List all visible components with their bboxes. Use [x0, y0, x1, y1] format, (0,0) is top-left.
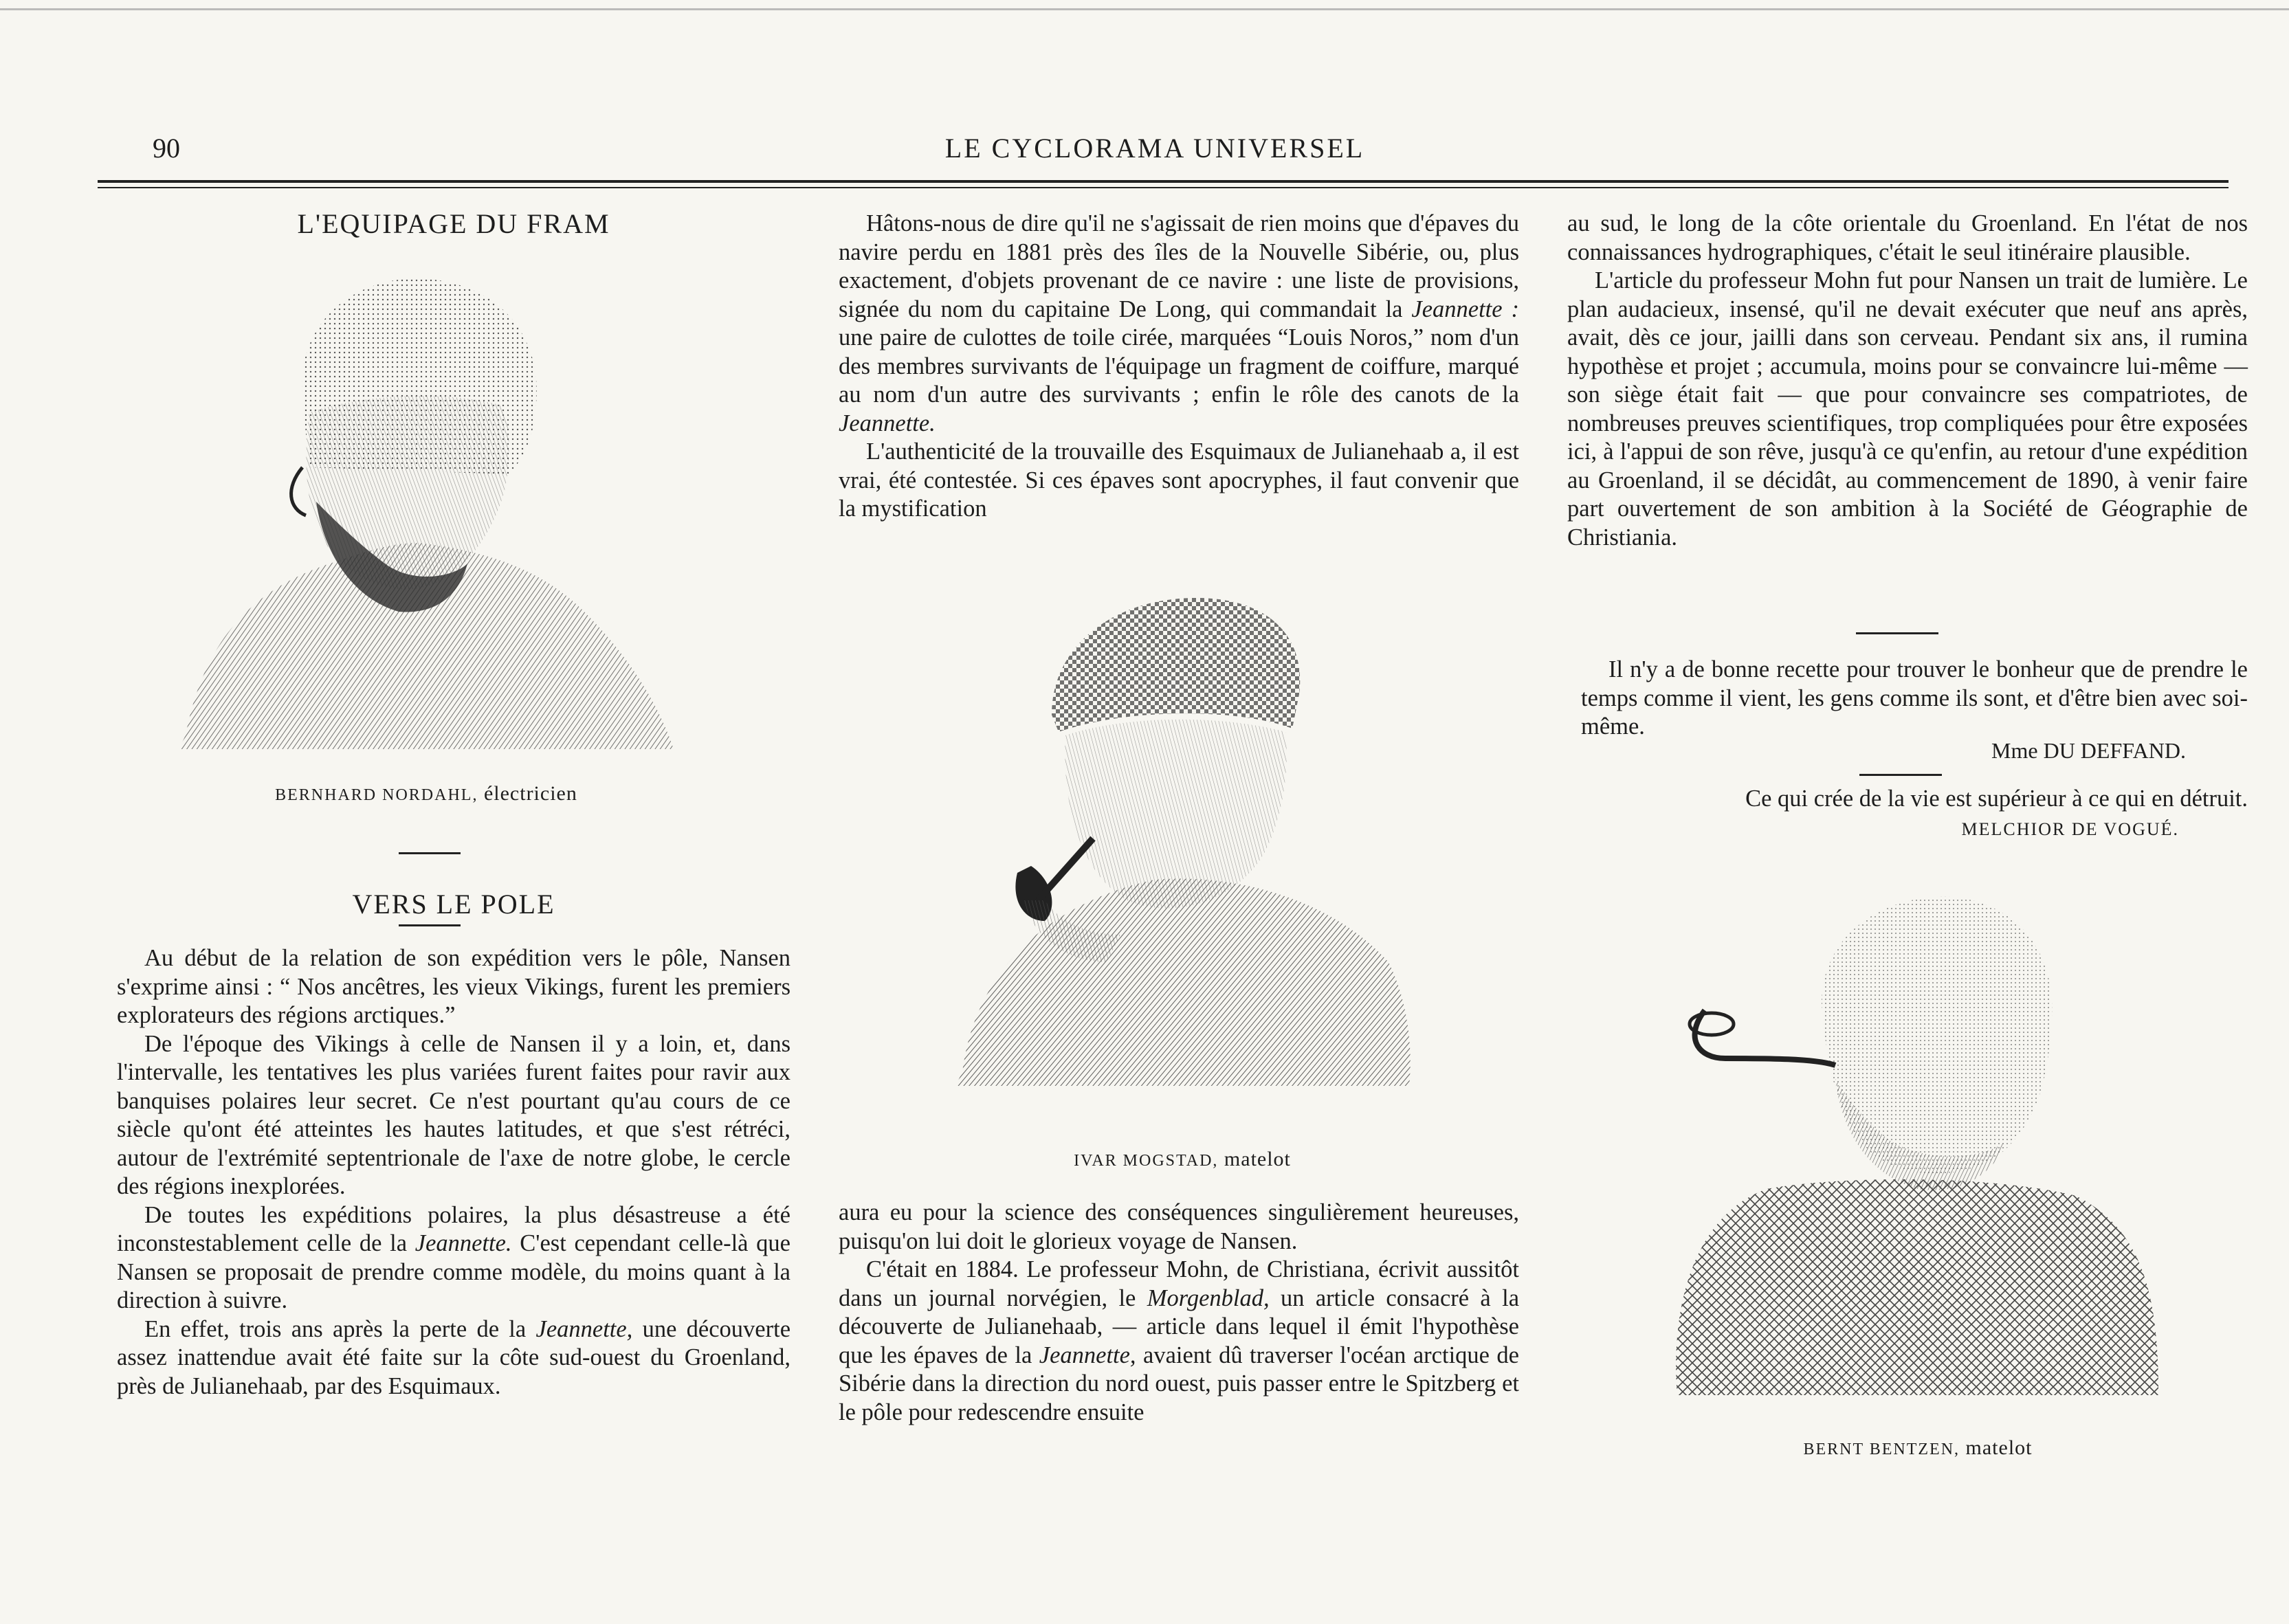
portrait-ivar-mogstad [949, 577, 1416, 1086]
paragraph: au sud, le long de la côte orientale du Groenland. En l'état de nos connaissances hydrographiques, c'était le seul itinéraire plausible. [1567, 210, 2248, 265]
portrait3-role: matelot [1965, 1436, 2033, 1459]
quote-author: Mme DU DEFFAND. [1991, 738, 2186, 763]
portrait-bernhard-nordahl [165, 241, 687, 763]
quote-du-deffand: Il n'y a de bonne recette pour trouver le bonheur que de prendre le temps comme il vient, les gens comme ils sont, et d'être bien avec soi-même. [1581, 656, 2248, 739]
portrait3-caption [1663, 1436, 2172, 1460]
column-1-text [117, 944, 790, 1401]
portrait-bernt-bentzen [1663, 887, 2172, 1409]
paragraph: En effet, trois ans après la perte de la Jeannette, une découverte assez inattendue avait été faite sur la côte sud-ouest du Groenland, près de Julianehaab, par des Esquimaux. [117, 1315, 791, 1399]
section-divider [399, 852, 461, 854]
paragraph: L'article du professeur Mohn fut pour Nansen un trait de lumière. Le plan audacieux, insensé, qu'il ne devait exécuter que neuf ans après, avait, dès ce jour, jailli dans son cerveau. Pendant six ans, il rumina hypothèse et projet ; accumula, moins pour se convaincre lui-même — son siège était fait — que pour convaincre ses compatriotes, de nombreuses preuves scientifiques, trop compliquées pour être exposées ici, à l'appui de son rêve, jusqu'à ce qu'enfin, au retour d'une expédition au Groenland, il se décidât, au commencement de 1890, à venir faire part ouvertement de son ambition à la Société de Géographie de Christiania. [1567, 267, 2248, 550]
paragraph: De toutes les expéditions polaires, la plus désastreuse a été inconstestablement celle de la Jeannette. C'est cependant celle-là que Nansen se proposait de prendre comme modèle, du moins quant à la direction à suivre. [117, 1201, 790, 1313]
paragraph: C'était en 1884. Le professeur Mohn, de Christiana, écrivit aussitôt dans un journal norvégien, le Morgenblad, un article consacré à la découverte de Julianehaab, — article dans lequel il émit l'hypothèse que les épaves de la Jeannette, avaient dû traverser l'océan arctique de Sibérie dans la direction du nord ouest, puis passer entre le Spitzberg et le pôle pour redescendre ensuite [839, 1256, 1520, 1425]
section-divider [1856, 632, 1938, 634]
paragraph: De l'époque des Vikings à celle de Nansen il y a loin, et, dans l'intervalle, les tentatives les plus variées furent faites pour ravir aux banquises polaires leur secret. Ce n'est pourtant qu'au cours de ce siècle qu'ont été atteintes les hautes latitudes, et que s'est rétréci, autour de l'extrémité septentrionale de l'axe de notre globe, le cercle des régions inexplorées. [117, 1030, 790, 1199]
portrait2-name: IVAR MOGSTAD, [1074, 1152, 1219, 1170]
header-rule [98, 180, 2229, 183]
section-divider [1859, 774, 1942, 776]
section-title-vers-le-pole: VERS LE POLE [352, 889, 555, 920]
column-3-text [1567, 210, 2248, 552]
paragraph: aura eu pour la science des conséquences singulièrement heureuses, puisqu'on lui doit le glorieux voyage de Nansen. [839, 1199, 1519, 1254]
page-top-edge [0, 8, 2289, 10]
portrait2-caption [949, 1148, 1416, 1171]
portrait1-role: électricien [483, 782, 577, 805]
portrait1-caption [137, 782, 715, 805]
engraved-portrait-illustration [1663, 887, 2172, 1409]
paragraph: Au début de la relation de son expédition vers le pôle, Nansen s'exprime ainsi : “ Nos ancêtres, les vieux Vikings, furent les premiers explorateurs des régions arctiques.” [117, 945, 790, 1028]
header-rule-thin [98, 187, 2229, 188]
quote-author: MELCHIOR DE VOGUÉ. [1961, 819, 2179, 839]
paragraph: L'authenticité de la trouvaille des Esquimaux de Julianehaab a, il est vrai, été contestée. Si ces épaves sont apocryphes, il faut convenir que la mystification [839, 438, 1519, 522]
portrait1-name: BERNHARD NORDAHL, [275, 786, 478, 804]
section-title-equipage: L'EQUIPAGE DU FRAM [297, 208, 610, 239]
engraved-portrait-illustration [949, 577, 1416, 1086]
engraved-portrait-illustration [165, 241, 687, 763]
running-title: LE CYCLORAMA UNIVERSEL [944, 133, 1365, 164]
quote-vogue: Ce qui crée de la vie est supérieur à ce qui en détruit. [1745, 786, 2248, 812]
portrait2-role: matelot [1224, 1148, 1291, 1170]
portrait3-name: BERNT BENTZEN, [1803, 1441, 1960, 1458]
paragraph: Hâtons-nous de dire qu'il ne s'agissait de rien moins que d'épaves du navire perdu en 1881 près des îles de la Nouvelle Sibérie, ou, plus exactement, d'objets provenant de ce navire : une liste de provisions, signée du nom du capitaine De Long, qui commandait la Jeannette : une paire de culottes de toile cirée, marquées “Louis Noros,” nom d'un des membres survivants de l'équipage un fragment de coiffure, marqué au nom d'un autre des survivants ; enfin le rôle des canots de la Jeannette. [839, 210, 1519, 436]
page-number: 90 [153, 133, 180, 164]
section-title-underline [399, 924, 461, 926]
column-2-text-top [839, 210, 1519, 524]
column-2-text-bottom [839, 1199, 1519, 1427]
